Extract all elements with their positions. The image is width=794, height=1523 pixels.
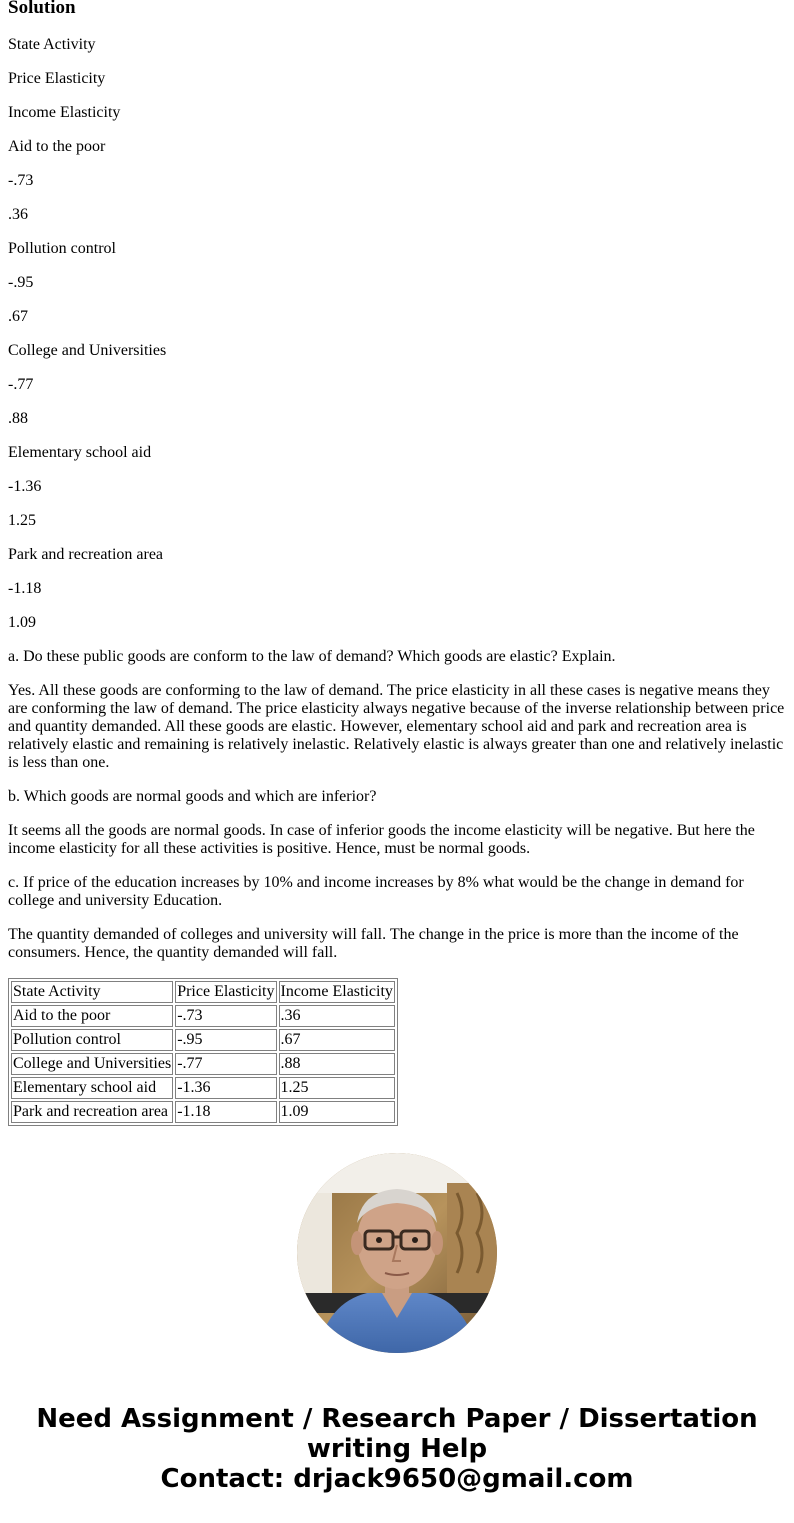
table-row — [11, 1029, 395, 1051]
table-header-cell: State Activity — [11, 981, 173, 1003]
paragraph-activity: Elementary school aid — [8, 444, 152, 461]
table-cell: .36 — [279, 1005, 395, 1027]
question-b: b. Which goods are normal goods and which are inferior? — [8, 788, 377, 805]
promo-line: Need Assignment / Research Paper / Dissertation — [36, 1404, 758, 1434]
promo-contact: Contact: drjack9650@gmail.com — [160, 1464, 634, 1494]
table-cell: 1.09 — [279, 1101, 395, 1123]
table-cell: -.95 — [175, 1029, 276, 1051]
elasticity-table — [8, 978, 398, 1126]
table-row — [11, 1077, 395, 1099]
paragraph-value: -1.36 — [8, 478, 42, 495]
table-row — [11, 1053, 395, 1075]
table-cell: Elementary school aid — [11, 1077, 173, 1099]
paragraph-value: -1.18 — [8, 580, 42, 597]
table-cell: .67 — [279, 1029, 395, 1051]
table-row — [11, 1101, 395, 1123]
table-row — [11, 1005, 395, 1027]
question-c: c. If price of the education increases by 10% and income increases by 8% what would be the change in demand for college and university Education. — [8, 874, 744, 909]
table-header-cell: Price Elasticity — [175, 981, 276, 1003]
table-cell: Pollution control — [11, 1029, 173, 1051]
table-cell: 1.25 — [279, 1077, 395, 1099]
paragraph-header-state-activity: State Activity — [8, 36, 96, 53]
paragraph-activity: Park and recreation area — [8, 546, 164, 563]
table-header-row — [11, 981, 395, 1003]
table-cell: .88 — [279, 1053, 395, 1075]
paragraph-value: 1.25 — [8, 512, 36, 529]
solution-body — [8, 36, 786, 962]
paragraph-value: -.77 — [8, 376, 34, 393]
paragraph-value: 1.09 — [8, 614, 36, 631]
question-a: a. Do these public goods are conform to the law of demand? Which goods are elastic? Explain. — [8, 648, 616, 665]
author-portrait-image — [297, 1153, 497, 1353]
answer-c: The quantity demanded of colleges and university will fall. The change in the price is more than the income of the consumers. Hence, the quantity demanded will fall. — [8, 926, 739, 961]
paragraph-value: .36 — [8, 206, 28, 223]
promo-banner — [0, 1404, 794, 1494]
table-cell: -1.36 — [175, 1077, 276, 1099]
paragraph-header-income-elasticity: Income Elasticity — [8, 104, 121, 121]
table-cell: -.77 — [175, 1053, 276, 1075]
answer-b: It seems all the goods are normal goods. In case of inferior goods the income elasticity will be negative. But here the income elasticity for all these activities is positive. Hence, must be normal goods. — [8, 822, 755, 857]
paragraph-value: .67 — [8, 308, 28, 325]
paragraph-header-price-elasticity: Price Elasticity — [8, 70, 106, 87]
paragraph-activity: Aid to the poor — [8, 138, 106, 155]
table-cell: Park and recreation area — [11, 1101, 173, 1123]
table-cell: -1.18 — [175, 1101, 276, 1123]
promo-line: writing Help — [306, 1434, 488, 1464]
paragraph-value: .88 — [8, 410, 28, 427]
paragraph-activity: Pollution control — [8, 240, 116, 257]
paragraph-value: -.73 — [8, 172, 34, 189]
paragraph-activity: College and Universities — [8, 342, 167, 359]
paragraph-value: -.95 — [8, 274, 34, 291]
answer-a: Yes. All these goods are conforming to the law of demand. The price elasticity in all these cases is negative means they are conforming the law of demand. The price elasticity always negative because of the inverse relationship between price and quantity demanded. All these goods are elastic. However, elementary school aid and park and recreation area is relatively elastic and remaining is relatively inelastic. Relatively elastic is always greater than one and relatively inelastic is less than one. — [8, 682, 785, 771]
table-cell: -.73 — [175, 1005, 276, 1027]
page-title: Solution — [8, 0, 76, 18]
table-header-cell: Income Elasticity — [279, 981, 395, 1003]
author-avatar — [297, 1153, 497, 1353]
table-cell: College and Universities — [11, 1053, 173, 1075]
table-cell: Aid to the poor — [11, 1005, 173, 1027]
